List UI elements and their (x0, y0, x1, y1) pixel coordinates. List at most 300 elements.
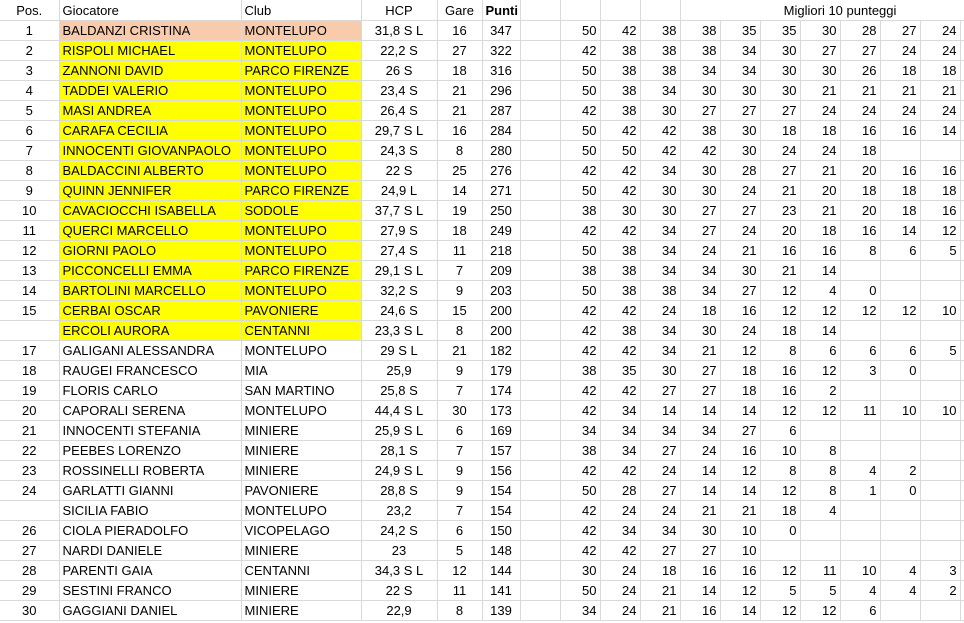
header-spacer-cell[interactable] (560, 0, 600, 21)
cell-punti[interactable]: 141 (482, 581, 520, 601)
cell-score[interactable]: 24 (880, 41, 920, 61)
cell-spacer[interactable] (520, 341, 560, 361)
cell-player[interactable]: QUERCI MARCELLO (59, 221, 241, 241)
cell-club[interactable]: PAVONIERE (241, 481, 361, 501)
cell-score[interactable]: 38 (600, 61, 640, 81)
cell-player[interactable]: QUINN JENNIFER (59, 181, 241, 201)
cell-score[interactable]: 16 (720, 301, 760, 321)
cell-score[interactable]: 12 (720, 581, 760, 601)
cell-score[interactable]: 50 (560, 61, 600, 81)
cell-gare[interactable]: 19 (437, 201, 482, 221)
cell-gare[interactable]: 21 (437, 341, 482, 361)
cell-player[interactable]: MASI ANDREA (59, 101, 241, 121)
cell-spacer[interactable] (520, 601, 560, 621)
cell-hcp[interactable]: 31,8 S L (361, 21, 437, 41)
header-spacer-cell[interactable] (640, 0, 680, 21)
cell-gare[interactable]: 9 (437, 361, 482, 381)
cell-score[interactable]: 18 (840, 181, 880, 201)
cell-score[interactable]: 24 (920, 101, 960, 121)
cell-score[interactable]: 27 (680, 361, 720, 381)
cell-score[interactable]: 30 (640, 101, 680, 121)
cell-score[interactable]: 38 (600, 241, 640, 261)
cell-spacer[interactable] (520, 281, 560, 301)
cell-score[interactable]: 0 (760, 521, 800, 541)
cell-player[interactable]: PEEBES LORENZO (59, 441, 241, 461)
cell-score[interactable] (800, 541, 840, 561)
cell-punti[interactable]: 148 (482, 541, 520, 561)
cell-score[interactable]: 24 (600, 581, 640, 601)
header-player[interactable]: Giocatore (59, 0, 241, 21)
cell-score[interactable]: 14 (680, 481, 720, 501)
cell-pos[interactable]: 11 (0, 221, 59, 241)
cell-score[interactable]: 34 (640, 241, 680, 261)
cell-score[interactable] (840, 541, 880, 561)
cell-score[interactable]: 34 (680, 281, 720, 301)
cell-score[interactable]: 14 (720, 481, 760, 501)
cell-score[interactable]: 38 (600, 81, 640, 101)
cell-score[interactable]: 42 (560, 101, 600, 121)
cell-hcp[interactable]: 26 S (361, 61, 437, 81)
cell-score[interactable] (840, 521, 880, 541)
cell-score[interactable]: 10 (720, 521, 760, 541)
cell-score[interactable]: 8 (800, 461, 840, 481)
header-hcp[interactable]: HCP (361, 0, 437, 21)
cell-score[interactable]: 42 (600, 221, 640, 241)
cell-score[interactable]: 38 (680, 41, 720, 61)
cell-score[interactable]: 38 (680, 121, 720, 141)
cell-score[interactable]: 24 (800, 101, 840, 121)
cell-score[interactable] (880, 381, 920, 401)
cell-score[interactable]: 34 (640, 161, 680, 181)
cell-score[interactable]: 50 (560, 141, 600, 161)
cell-score[interactable]: 30 (800, 61, 840, 81)
cell-spacer[interactable] (520, 161, 560, 181)
cell-score[interactable]: 30 (760, 41, 800, 61)
cell-score[interactable]: 21 (840, 81, 880, 101)
cell-spacer[interactable] (960, 441, 964, 461)
cell-punti[interactable]: 173 (482, 401, 520, 421)
cell-score[interactable]: 18 (720, 381, 760, 401)
cell-score[interactable]: 4 (800, 501, 840, 521)
cell-club[interactable]: MINIERE (241, 581, 361, 601)
cell-score[interactable] (880, 261, 920, 281)
cell-pos[interactable]: 22 (0, 441, 59, 461)
cell-score[interactable]: 34 (680, 421, 720, 441)
cell-score[interactable]: 24 (680, 241, 720, 261)
cell-score[interactable]: 11 (800, 561, 840, 581)
cell-score[interactable]: 24 (640, 461, 680, 481)
cell-club[interactable]: MONTELUPO (241, 501, 361, 521)
cell-spacer[interactable] (960, 121, 964, 141)
header-spacer-cell[interactable] (680, 0, 720, 21)
cell-score[interactable] (840, 321, 880, 341)
cell-score[interactable]: 12 (800, 401, 840, 421)
cell-score[interactable]: 10 (920, 401, 960, 421)
cell-punti[interactable]: 250 (482, 201, 520, 221)
cell-punti[interactable]: 179 (482, 361, 520, 381)
cell-score[interactable]: 1 (840, 481, 880, 501)
cell-score[interactable]: 16 (880, 161, 920, 181)
cell-score[interactable]: 23 (760, 201, 800, 221)
cell-score[interactable]: 8 (840, 241, 880, 261)
cell-score[interactable]: 0 (880, 481, 920, 501)
cell-score[interactable]: 18 (880, 201, 920, 221)
cell-score[interactable]: 2 (800, 381, 840, 401)
cell-score[interactable]: 34 (640, 81, 680, 101)
cell-spacer[interactable] (960, 341, 964, 361)
cell-score[interactable]: 27 (720, 421, 760, 441)
cell-score[interactable]: 2 (920, 581, 960, 601)
cell-pos[interactable] (0, 321, 59, 341)
cell-score[interactable]: 38 (600, 261, 640, 281)
cell-gare[interactable]: 9 (437, 461, 482, 481)
cell-pos[interactable]: 15 (0, 301, 59, 321)
cell-score[interactable]: 34 (680, 261, 720, 281)
cell-score[interactable]: 21 (760, 181, 800, 201)
cell-score[interactable]: 34 (640, 341, 680, 361)
cell-score[interactable]: 24 (640, 301, 680, 321)
cell-score[interactable]: 24 (880, 101, 920, 121)
cell-hcp[interactable]: 24,6 S (361, 301, 437, 321)
cell-score[interactable]: 14 (720, 601, 760, 621)
cell-club[interactable]: PARCO FIRENZE (241, 61, 361, 81)
cell-score[interactable]: 27 (640, 541, 680, 561)
cell-score[interactable]: 34 (600, 441, 640, 461)
cell-score[interactable] (880, 441, 920, 461)
cell-score[interactable]: 4 (880, 581, 920, 601)
cell-hcp[interactable]: 25,9 (361, 361, 437, 381)
cell-punti[interactable]: 322 (482, 41, 520, 61)
cell-score[interactable]: 50 (560, 21, 600, 41)
cell-gare[interactable]: 16 (437, 121, 482, 141)
cell-score[interactable]: 24 (600, 561, 640, 581)
cell-hcp[interactable]: 24,3 S (361, 141, 437, 161)
cell-score[interactable]: 30 (720, 261, 760, 281)
cell-hcp[interactable]: 34,3 S L (361, 561, 437, 581)
cell-score[interactable]: 50 (560, 581, 600, 601)
cell-score[interactable]: 24 (800, 141, 840, 161)
cell-punti[interactable]: 276 (482, 161, 520, 181)
cell-score[interactable]: 0 (880, 361, 920, 381)
cell-score[interactable]: 30 (720, 141, 760, 161)
cell-score[interactable]: 6 (800, 341, 840, 361)
cell-spacer[interactable] (520, 261, 560, 281)
cell-punti[interactable]: 144 (482, 561, 520, 581)
cell-score[interactable]: 18 (760, 121, 800, 141)
cell-score[interactable] (920, 461, 960, 481)
cell-score[interactable] (920, 601, 960, 621)
cell-score[interactable]: 30 (720, 81, 760, 101)
cell-score[interactable]: 24 (600, 501, 640, 521)
cell-score[interactable]: 27 (720, 201, 760, 221)
cell-gare[interactable]: 7 (437, 381, 482, 401)
cell-score[interactable]: 16 (720, 561, 760, 581)
cell-hcp[interactable]: 23,3 S L (361, 321, 437, 341)
cell-hcp[interactable]: 22 S (361, 581, 437, 601)
cell-pos[interactable]: 12 (0, 241, 59, 261)
cell-score[interactable] (840, 421, 880, 441)
cell-score[interactable]: 38 (560, 261, 600, 281)
cell-pos[interactable]: 13 (0, 261, 59, 281)
cell-score[interactable] (920, 141, 960, 161)
cell-spacer[interactable] (520, 321, 560, 341)
cell-score[interactable]: 50 (600, 141, 640, 161)
cell-score[interactable]: 30 (760, 81, 800, 101)
cell-score[interactable]: 27 (680, 221, 720, 241)
cell-score[interactable]: 38 (560, 361, 600, 381)
cell-punti[interactable]: 154 (482, 501, 520, 521)
cell-pos[interactable]: 10 (0, 201, 59, 221)
cell-score[interactable]: 21 (720, 501, 760, 521)
cell-score[interactable]: 42 (600, 21, 640, 41)
cell-score[interactable]: 24 (720, 221, 760, 241)
cell-pos[interactable]: 17 (0, 341, 59, 361)
cell-score[interactable]: 42 (600, 341, 640, 361)
cell-score[interactable]: 27 (680, 201, 720, 221)
cell-gare[interactable]: 30 (437, 401, 482, 421)
cell-spacer[interactable] (520, 481, 560, 501)
cell-score[interactable]: 34 (640, 221, 680, 241)
cell-score[interactable]: 42 (560, 401, 600, 421)
cell-club[interactable]: MIA (241, 361, 361, 381)
cell-pos[interactable]: 27 (0, 541, 59, 561)
cell-player[interactable]: CAPORALI SERENA (59, 401, 241, 421)
cell-score[interactable] (800, 521, 840, 541)
cell-spacer[interactable] (960, 301, 964, 321)
cell-hcp[interactable]: 27,4 S (361, 241, 437, 261)
cell-score[interactable]: 42 (600, 381, 640, 401)
cell-score[interactable]: 16 (840, 121, 880, 141)
cell-score[interactable] (760, 541, 800, 561)
cell-score[interactable]: 42 (600, 161, 640, 181)
cell-score[interactable]: 14 (680, 581, 720, 601)
cell-spacer[interactable] (520, 501, 560, 521)
cell-score[interactable]: 42 (640, 121, 680, 141)
cell-score[interactable]: 30 (720, 121, 760, 141)
cell-score[interactable]: 42 (600, 301, 640, 321)
cell-player[interactable]: GIORNI PAOLO (59, 241, 241, 261)
cell-gare[interactable]: 16 (437, 21, 482, 41)
cell-score[interactable]: 27 (640, 441, 680, 461)
cell-gare[interactable]: 7 (437, 501, 482, 521)
cell-player[interactable]: INNOCENTI GIOVANPAOLO (59, 141, 241, 161)
cell-spacer[interactable] (960, 61, 964, 81)
cell-hcp[interactable]: 24,9 S L (361, 461, 437, 481)
cell-score[interactable]: 21 (880, 81, 920, 101)
cell-club[interactable]: PARCO FIRENZE (241, 261, 361, 281)
cell-score[interactable]: 8 (760, 341, 800, 361)
cell-score[interactable]: 38 (640, 41, 680, 61)
cell-hcp[interactable]: 22,2 S (361, 41, 437, 61)
cell-score[interactable]: 12 (840, 301, 880, 321)
cell-score[interactable]: 42 (560, 301, 600, 321)
cell-score[interactable]: 21 (640, 601, 680, 621)
cell-score[interactable]: 30 (760, 61, 800, 81)
cell-score[interactable]: 30 (680, 81, 720, 101)
cell-score[interactable]: 14 (680, 401, 720, 421)
cell-hcp[interactable]: 23,4 S (361, 81, 437, 101)
cell-score[interactable]: 12 (760, 601, 800, 621)
cell-score[interactable] (920, 481, 960, 501)
cell-spacer[interactable] (960, 381, 964, 401)
cell-gare[interactable]: 27 (437, 41, 482, 61)
cell-score[interactable]: 28 (600, 481, 640, 501)
cell-spacer[interactable] (960, 21, 964, 41)
cell-score[interactable]: 5 (920, 241, 960, 261)
cell-score[interactable]: 12 (760, 481, 800, 501)
cell-pos[interactable]: 3 (0, 61, 59, 81)
cell-score[interactable]: 42 (560, 41, 600, 61)
cell-score[interactable]: 42 (560, 541, 600, 561)
cell-player[interactable]: GAGGIANI DANIEL (59, 601, 241, 621)
cell-score[interactable]: 8 (800, 441, 840, 461)
cell-club[interactable]: MONTELUPO (241, 401, 361, 421)
cell-club[interactable]: CENTANNI (241, 321, 361, 341)
cell-score[interactable]: 12 (880, 301, 920, 321)
cell-spacer[interactable] (960, 501, 964, 521)
cell-score[interactable]: 21 (800, 201, 840, 221)
cell-score[interactable] (920, 541, 960, 561)
cell-score[interactable]: 21 (720, 241, 760, 261)
cell-spacer[interactable] (520, 21, 560, 41)
cell-player[interactable]: ERCOLI AURORA (59, 321, 241, 341)
cell-score[interactable]: 30 (640, 181, 680, 201)
cell-player[interactable]: BALDANZI CRISTINA (59, 21, 241, 41)
cell-score[interactable]: 3 (840, 361, 880, 381)
cell-player[interactable]: GALIGANI ALESSANDRA (59, 341, 241, 361)
cell-score[interactable]: 38 (600, 281, 640, 301)
cell-spacer[interactable] (960, 541, 964, 561)
cell-pos[interactable]: 5 (0, 101, 59, 121)
cell-score[interactable]: 8 (760, 461, 800, 481)
cell-score[interactable]: 30 (640, 201, 680, 221)
cell-punti[interactable]: 284 (482, 121, 520, 141)
cell-score[interactable]: 42 (560, 341, 600, 361)
cell-club[interactable]: MONTELUPO (241, 81, 361, 101)
cell-spacer[interactable] (960, 81, 964, 101)
cell-spacer[interactable] (520, 521, 560, 541)
cell-hcp[interactable]: 22 S (361, 161, 437, 181)
cell-spacer[interactable] (520, 541, 560, 561)
cell-score[interactable]: 27 (640, 381, 680, 401)
cell-score[interactable]: 16 (760, 241, 800, 261)
cell-score[interactable]: 10 (920, 301, 960, 321)
cell-score[interactable]: 30 (680, 181, 720, 201)
cell-player[interactable]: INNOCENTI STEFANIA (59, 421, 241, 441)
cell-score[interactable]: 50 (560, 241, 600, 261)
cell-club[interactable]: MONTELUPO (241, 341, 361, 361)
cell-score[interactable]: 27 (760, 101, 800, 121)
cell-player[interactable]: BARTOLINI MARCELLO (59, 281, 241, 301)
cell-player[interactable]: GARLATTI GIANNI (59, 481, 241, 501)
cell-spacer[interactable] (520, 401, 560, 421)
cell-pos[interactable]: 24 (0, 481, 59, 501)
cell-score[interactable]: 16 (720, 441, 760, 461)
cell-club[interactable]: MINIERE (241, 421, 361, 441)
cell-pos[interactable]: 29 (0, 581, 59, 601)
cell-gare[interactable]: 6 (437, 421, 482, 441)
cell-score[interactable]: 24 (720, 181, 760, 201)
cell-player[interactable]: PICCONCELLI EMMA (59, 261, 241, 281)
cell-score[interactable]: 18 (800, 221, 840, 241)
cell-score[interactable]: 18 (760, 501, 800, 521)
cell-score[interactable]: 16 (760, 381, 800, 401)
cell-player[interactable]: TADDEI VALERIO (59, 81, 241, 101)
cell-score[interactable]: 4 (880, 561, 920, 581)
cell-punti[interactable]: 154 (482, 481, 520, 501)
cell-score[interactable]: 6 (840, 341, 880, 361)
cell-gare[interactable]: 8 (437, 321, 482, 341)
cell-score[interactable]: 6 (880, 341, 920, 361)
cell-score[interactable]: 27 (760, 161, 800, 181)
cell-score[interactable]: 38 (640, 281, 680, 301)
header-club[interactable]: Club (241, 0, 361, 21)
cell-score[interactable] (920, 521, 960, 541)
cell-punti[interactable]: 218 (482, 241, 520, 261)
cell-hcp[interactable]: 28,1 S (361, 441, 437, 461)
cell-score[interactable]: 12 (760, 561, 800, 581)
cell-score[interactable]: 20 (800, 181, 840, 201)
cell-score[interactable]: 18 (920, 181, 960, 201)
cell-pos[interactable]: 14 (0, 281, 59, 301)
cell-score[interactable]: 6 (760, 421, 800, 441)
cell-hcp[interactable]: 32,2 S (361, 281, 437, 301)
cell-score[interactable]: 34 (640, 521, 680, 541)
cell-spacer[interactable] (960, 521, 964, 541)
cell-score[interactable]: 12 (760, 401, 800, 421)
cell-spacer[interactable] (520, 181, 560, 201)
cell-player[interactable]: BALDACCINI ALBERTO (59, 161, 241, 181)
cell-score[interactable]: 20 (840, 161, 880, 181)
cell-punti[interactable]: 174 (482, 381, 520, 401)
cell-score[interactable]: 35 (720, 21, 760, 41)
cell-punti[interactable]: 347 (482, 21, 520, 41)
cell-score[interactable]: 27 (720, 281, 760, 301)
cell-score[interactable]: 38 (680, 21, 720, 41)
cell-club[interactable]: MONTELUPO (241, 161, 361, 181)
cell-score[interactable]: 27 (680, 101, 720, 121)
cell-score[interactable]: 16 (800, 241, 840, 261)
cell-gare[interactable]: 6 (437, 521, 482, 541)
cell-pos[interactable]: 21 (0, 421, 59, 441)
cell-score[interactable]: 34 (600, 401, 640, 421)
cell-hcp[interactable]: 29,1 S L (361, 261, 437, 281)
cell-score[interactable]: 5 (800, 581, 840, 601)
cell-hcp[interactable]: 24,2 S (361, 521, 437, 541)
cell-score[interactable]: 14 (680, 461, 720, 481)
cell-score[interactable]: 12 (800, 301, 840, 321)
cell-score[interactable]: 5 (760, 581, 800, 601)
cell-score[interactable]: 38 (640, 61, 680, 81)
cell-score[interactable] (880, 541, 920, 561)
cell-pos[interactable]: 28 (0, 561, 59, 581)
cell-score[interactable]: 30 (680, 521, 720, 541)
cell-gare[interactable]: 15 (437, 301, 482, 321)
cell-score[interactable]: 34 (560, 421, 600, 441)
cell-score[interactable]: 3 (920, 561, 960, 581)
cell-spacer[interactable] (520, 121, 560, 141)
cell-punti[interactable]: 280 (482, 141, 520, 161)
cell-pos[interactable]: 2 (0, 41, 59, 61)
cell-score[interactable] (840, 441, 880, 461)
cell-score[interactable] (920, 281, 960, 301)
cell-spacer[interactable] (960, 281, 964, 301)
cell-punti[interactable]: 169 (482, 421, 520, 441)
cell-score[interactable]: 42 (560, 381, 600, 401)
cell-gare[interactable]: 8 (437, 141, 482, 161)
cell-score[interactable]: 38 (600, 41, 640, 61)
cell-spacer[interactable] (520, 381, 560, 401)
